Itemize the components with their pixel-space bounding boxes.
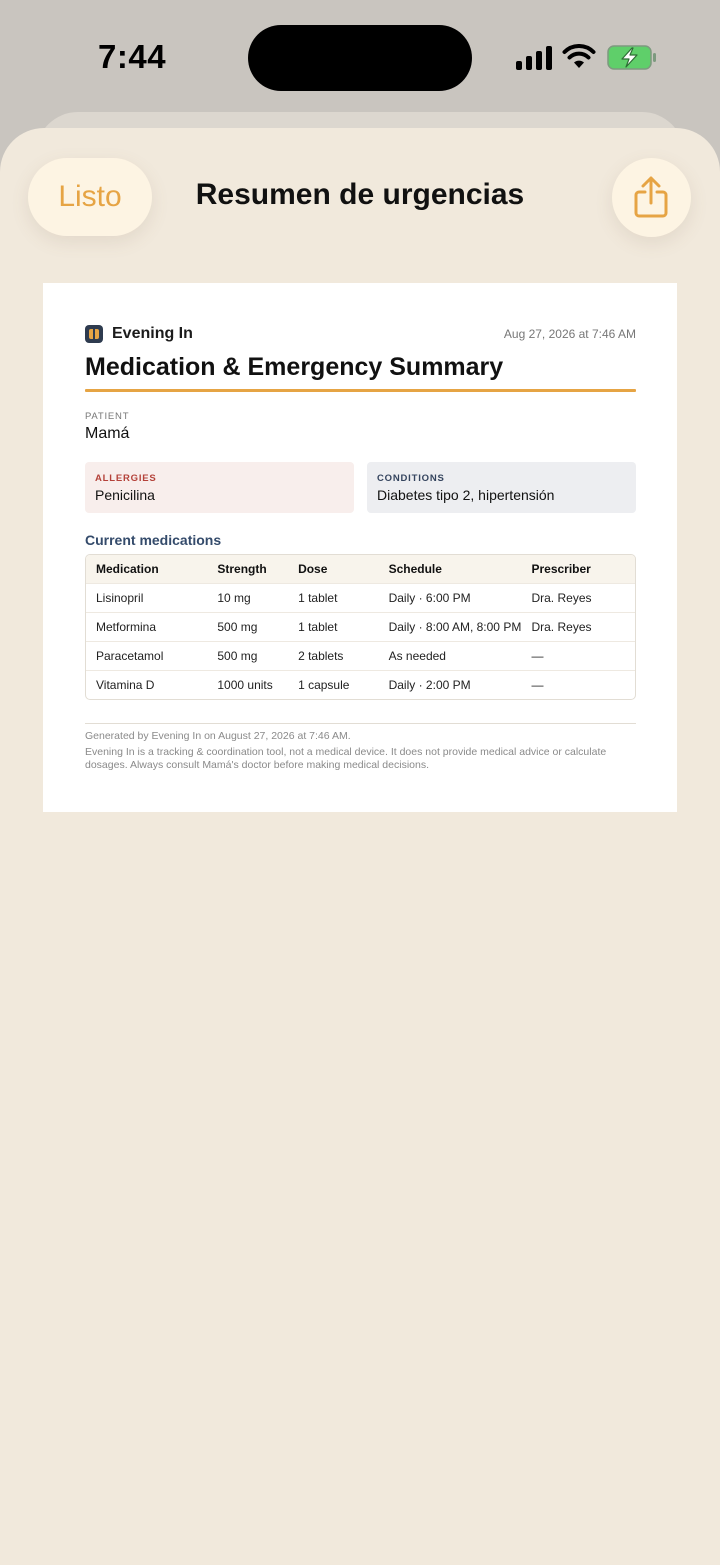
table-row	[86, 583, 635, 612]
table-row	[86, 612, 635, 641]
footer-disclaimer: Evening In is a tracking & coordination tool, not a medical device. It does not provide medical advice or calculate dosages. Always consult Mamá's doctor before making medical decisions.	[85, 746, 607, 771]
table-row	[86, 641, 635, 670]
conditions-card	[367, 462, 636, 513]
allergies-label: ALLERGIES	[95, 473, 157, 484]
summary-document	[43, 283, 677, 812]
cellular-signal-icon	[516, 44, 552, 70]
battery-charging-icon	[607, 45, 657, 70]
column-header: Schedule	[389, 555, 532, 583]
conditions-value: Diabetes tipo 2, hipertensión	[377, 487, 555, 503]
table-cell: Dra. Reyes	[531, 583, 635, 612]
status-bar	[0, 0, 720, 110]
table-cell: —	[531, 670, 635, 699]
table-cell: 500 mg	[217, 612, 298, 641]
table-cell: Lisinopril	[86, 583, 217, 612]
medications-heading: Current medications	[85, 532, 222, 548]
share-button[interactable]	[612, 158, 691, 237]
wifi-icon	[562, 44, 596, 70]
table-row	[86, 670, 635, 699]
table-cell: 1000 units	[217, 670, 298, 699]
table-cell: Daily · 2:00 PM	[389, 670, 532, 699]
table-cell: 1 tablet	[298, 583, 389, 612]
table-cell: 2 tablets	[298, 641, 389, 670]
table-cell: 1 tablet	[298, 612, 389, 641]
allergies-value: Penicilina	[95, 487, 155, 503]
patient-name: Mamá	[85, 425, 130, 442]
emergency-summary-sheet	[0, 128, 720, 1565]
dynamic-island	[248, 25, 472, 91]
column-header: Strength	[217, 555, 298, 583]
allergies-card	[85, 462, 354, 513]
table-cell: Vitamina D	[86, 670, 217, 699]
table-cell: 1 capsule	[298, 670, 389, 699]
conditions-label: CONDITIONS	[377, 473, 445, 484]
sheet-title: Resumen de urgencias	[195, 178, 525, 211]
patient-label: PATIENT	[85, 411, 130, 422]
column-header: Prescriber	[531, 555, 635, 583]
table-cell: Dra. Reyes	[531, 612, 635, 641]
title-underline	[85, 389, 636, 392]
footer-generated: Generated by Evening In on August 27, 2026 at 7:46 AM.	[85, 730, 351, 742]
medications-table	[85, 554, 636, 700]
status-time: 7:44	[98, 38, 167, 75]
table-cell: —	[531, 641, 635, 670]
table-header-row	[86, 555, 635, 583]
table-cell: 500 mg	[217, 641, 298, 670]
done-button[interactable]: Listo	[28, 158, 152, 236]
column-header: Dose	[298, 555, 389, 583]
table-cell: Metformina	[86, 612, 217, 641]
generated-date: Aug 27, 2026 at 7:46 AM	[503, 327, 636, 341]
footer-divider	[85, 723, 636, 724]
brand-name: Evening In	[112, 325, 193, 342]
table-cell: As needed	[389, 641, 532, 670]
table-cell: Daily · 8:00 AM, 8:00 PM	[389, 612, 532, 641]
table-cell: Paracetamol	[86, 641, 217, 670]
table-cell: 10 mg	[217, 583, 298, 612]
share-icon	[632, 175, 670, 219]
column-header: Medication	[86, 555, 217, 583]
app-logo-icon	[85, 325, 103, 343]
brand	[85, 323, 193, 345]
document-title: Medication & Emergency Summary	[85, 353, 504, 381]
table-cell: Daily · 6:00 PM	[389, 583, 532, 612]
